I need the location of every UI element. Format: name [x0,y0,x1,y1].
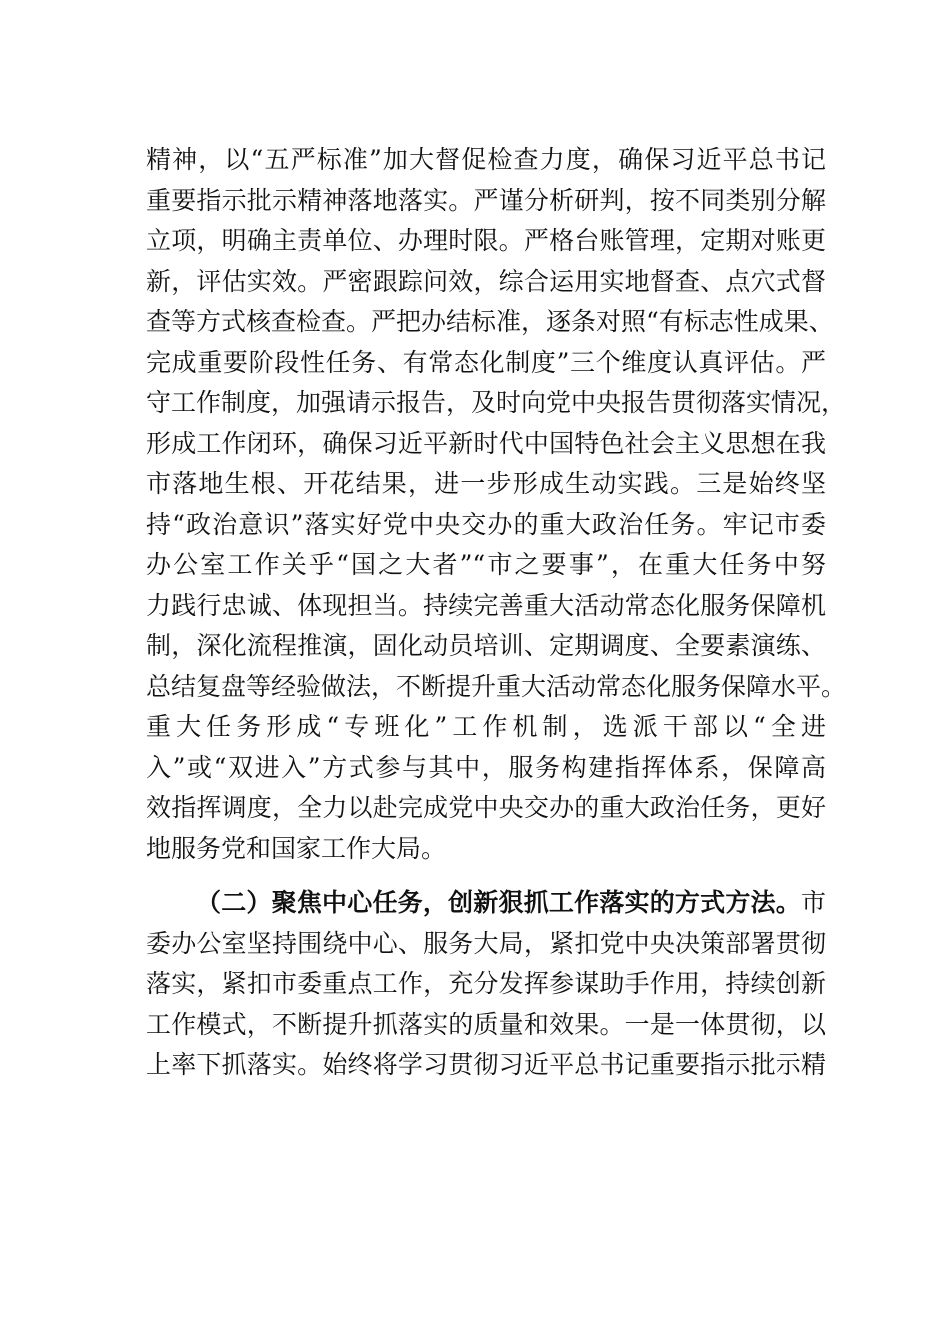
paragraph-2 [146,883,826,1086]
text-line: 重大任务形成“专班化”工作机制，选派干部以“全进 [146,712,826,741]
text-fragment: 市 [800,888,826,917]
text-line: 新，评估实效。严密跟踪问效，综合运用实地督查、点穴式督 [146,266,826,296]
text-line: 落实，紧扣市委重点工作，充分发挥参谋助手作用，持续创新 [146,969,826,998]
text-line: 上率下抓落实。始终将学习贯彻习近平总书记重要指示批示精 [146,1050,826,1079]
text-line: 力践行忠诚、体现担当。持续完善重大活动常态化服务保障机 [146,590,826,620]
document-body [146,140,847,1086]
text-line: 守工作制度，加强请示报告，及时向党中央报告贯彻落实情况， [146,388,847,417]
text-line: 委办公室坚持围绕中心、服务大局，紧扣党中央决策部署贯彻 [146,928,826,958]
text-line: 完成重要阶段性任务、有常态化制度”三个维度认真评估。严 [146,347,826,377]
text-line: 地服务党和国家工作大局。 [146,833,447,863]
text-line: 立项，明确主责单位、办理时限。严格台账管理，定期对账更 [146,226,826,255]
text-line: 持“政治意识”落实好党中央交办的重大政治任务。牢记市委 [146,509,826,539]
text-line: 入”或“双进入”方式参与其中，服务构建指挥体系，保障高 [146,752,826,782]
text-line: 重要指示批示精神落地落实。严谨分析研判，按不同类别分解 [146,185,826,215]
text-line: 制，深化流程推演，固化动员培训、定期调度、全要素演练、 [146,631,826,660]
text-line: 总结复盘等经验做法，不断提升重大活动常态化服务保障水平。 [146,671,847,701]
text-line: 办公室工作关乎“国之大者”“市之要事”，在重大任务中努 [146,550,826,579]
paragraph-gap [146,869,826,883]
section-heading: （二）聚焦中心任务，创新狠抓工作落实的方式方法。 [196,888,801,917]
paragraph-1 [146,140,847,869]
text-line: 精神，以“五严标准”加大督促检查力度，确保习近平总书记 [146,145,826,174]
text-line: 效指挥调度，全力以赴完成党中央交办的重大政治任务，更好 [146,793,826,822]
text-line: 市落地生根、开花结果，进一步形成生动实践。三是始终坚 [146,469,826,498]
text-line: 工作模式，不断提升抓落实的质量和效果。一是一体贯彻，以 [146,1009,826,1039]
paragraph-2-first-line [146,883,826,924]
text-line: 查等方式核查检查。严把办结标准，逐条对照“有标志性成果、 [146,307,834,336]
text-line: 形成工作闭环，确保习近平新时代中国特色社会主义思想在我 [146,428,826,458]
